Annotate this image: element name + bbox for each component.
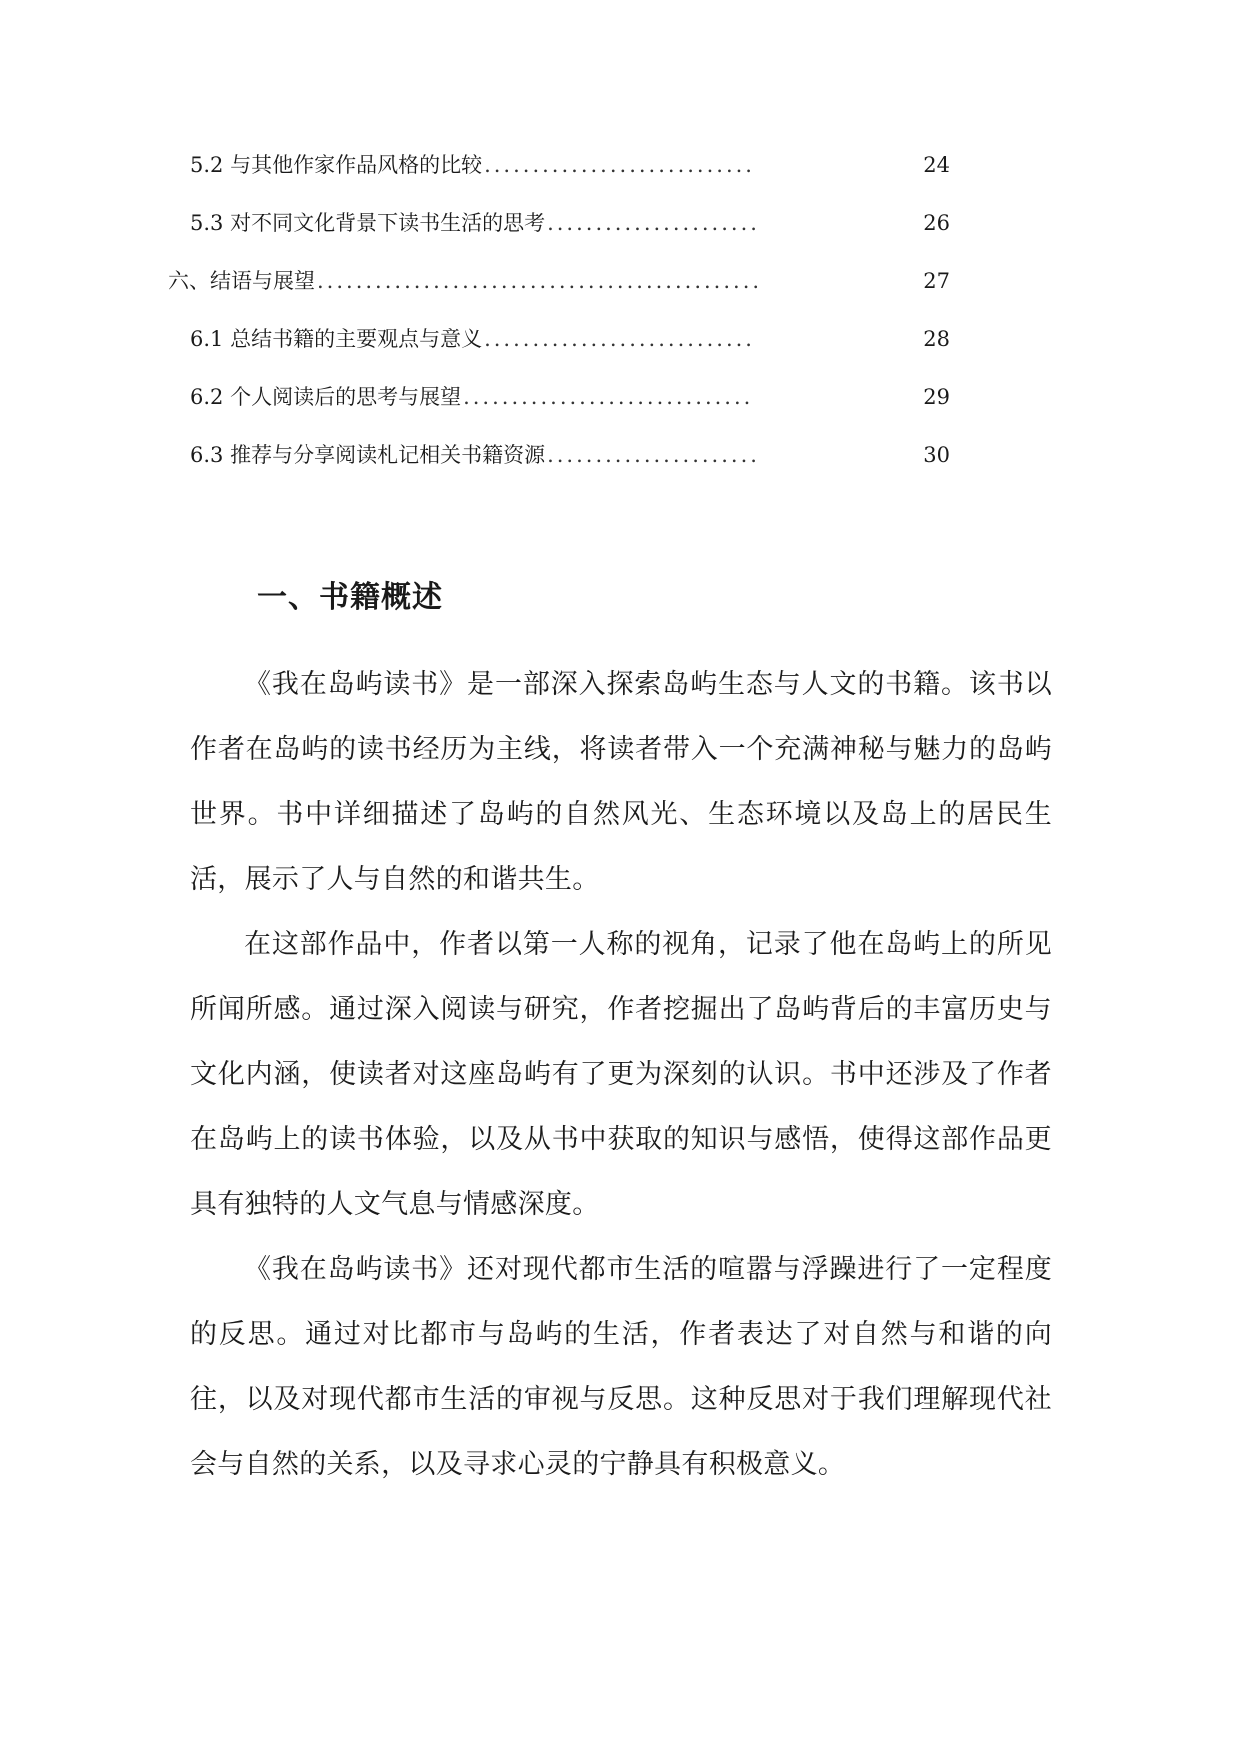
toc-page-number: 29 [923, 385, 950, 409]
body-paragraph: 在这部作品中，作者以第一人称的视角，记录了他在岛屿上的所见所闻所感。通过深入阅读与研究，作者挖掘出了岛屿背后的丰富历史与文化内涵，使读者对这座岛屿有了更为深刻的认识。书中还涉及了作者在岛屿上的读书体验，以及从书中获取的知识与感悟，使得这部作品更具有独特的人文气息与情感深度。 [190, 929, 1052, 1220]
toc-page-number: 24 [923, 153, 950, 177]
toc-entry-label: 6.2 个人阅读后的思考与展望 [190, 385, 462, 409]
toc-leader-dots: ...................... [547, 211, 760, 235]
toc-leader-dots: .............................................. [317, 269, 763, 293]
toc-leader-dots: ............................ [484, 327, 755, 351]
toc-entry-label: 5.3 对不同文化背景下读书生活的思考 [190, 211, 546, 235]
toc-entry-label: 六、结语与展望 [168, 269, 315, 293]
toc-entry[interactable] [190, 150, 950, 215]
toc-entry[interactable] [190, 382, 950, 447]
toc-entry[interactable] [190, 208, 950, 273]
toc-page-number: 28 [923, 327, 950, 351]
toc-leader-dots: ............................ [484, 153, 755, 177]
toc-entry[interactable] [190, 440, 950, 505]
toc-page-number: 26 [923, 211, 950, 235]
toc-entry-label: 5.2 与其他作家作品风格的比较 [190, 153, 483, 177]
body-paragraph: 《我在岛屿读书》还对现代都市生活的喧嚣与浮躁进行了一定程度的反思。通过对比都市与岛屿的生活，作者表达了对自然与和谐的向往，以及对现代都市生活的审视与反思。这种反思对于我们理解现代社会与自然的关系，以及寻求心灵的宁静具有积极意义。 [190, 1254, 1052, 1480]
toc-entry[interactable] [168, 266, 950, 331]
section-heading: 一、书籍概述 [257, 580, 443, 615]
toc-entry-label: 6.1 总结书籍的主要观点与意义 [190, 327, 483, 351]
toc-entry-label: 6.3 推荐与分享阅读札记相关书籍资源 [190, 443, 546, 467]
table-of-contents [168, 150, 950, 505]
section-body [190, 652, 1052, 1497]
toc-leader-dots: .............................. [463, 385, 754, 409]
toc-leader-dots: ...................... [547, 443, 760, 467]
toc-page-number: 27 [923, 269, 950, 293]
body-paragraph: 《我在岛屿读书》是一部深入探索岛屿生态与人文的书籍。该书以作者在岛屿的读书经历为主线，将读者带入一个充满神秘与魅力的岛屿世界。书中详细描述了岛屿的自然风光、生态环境以及岛上的居民生活，展示了人与自然的和谐共生。 [190, 669, 1052, 895]
toc-page-number: 30 [923, 443, 950, 467]
toc-entry[interactable] [190, 324, 950, 389]
